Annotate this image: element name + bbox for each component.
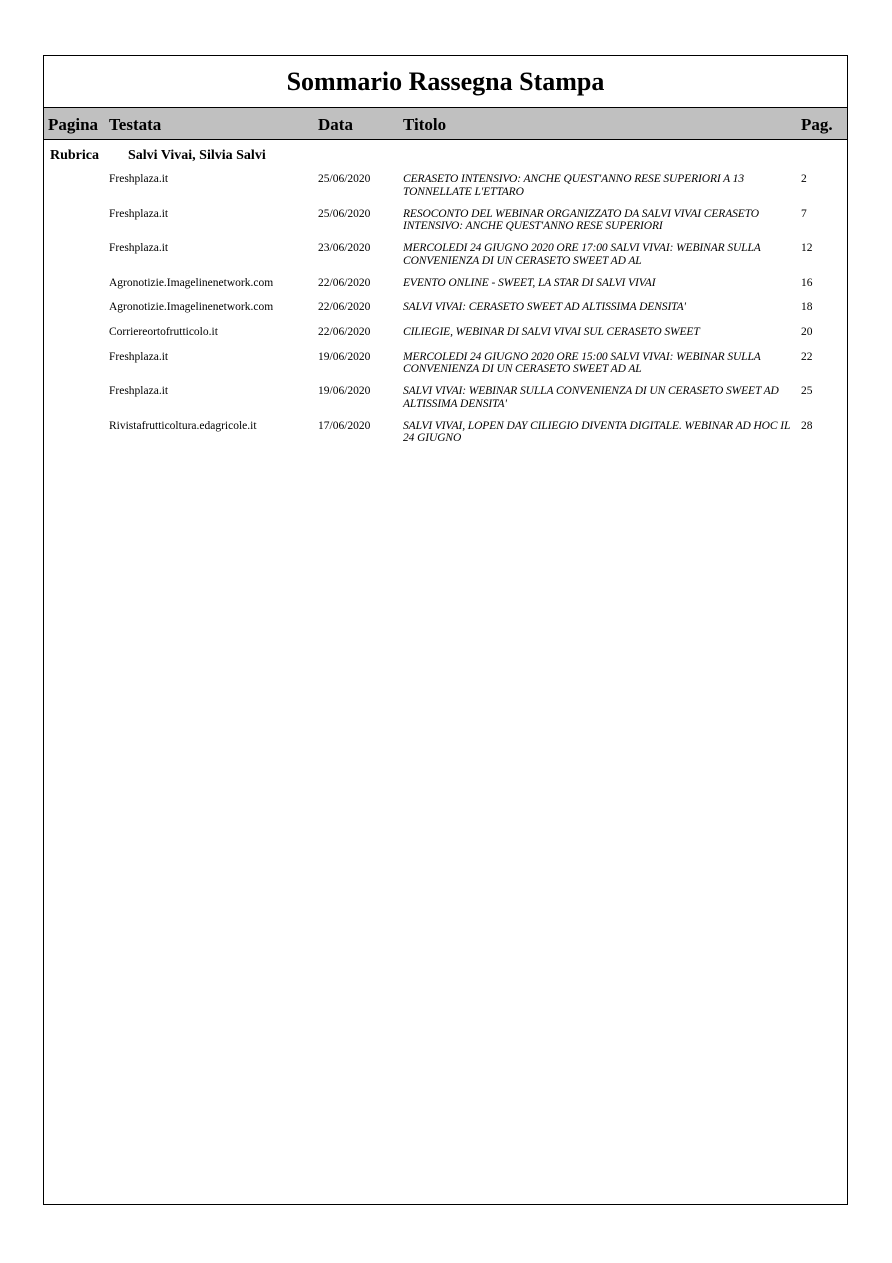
entry-data: 25/06/2020 xyxy=(318,173,371,185)
entry-pag: 25 xyxy=(801,385,813,398)
table-row xyxy=(44,420,847,455)
entry-titolo: CERASETO INTENSIVO: ANCHE QUEST'ANNO RESE SUPERIORI A 13 TONNELLATE L'ETTARO xyxy=(403,173,744,198)
table-header xyxy=(44,108,847,140)
document-title: Sommario Rassegna Stampa xyxy=(44,56,847,108)
entry-pag: 20 xyxy=(801,325,813,338)
entry-testata: Freshplaza.it xyxy=(109,350,169,363)
entry-pag: 18 xyxy=(801,301,813,314)
entry-titolo: SALVI VIVAI, LOPEN DAY CILIEGIO DIVENTA DIGITALE. WEBINAR AD HOC IL 24 GIUGNO xyxy=(403,419,791,445)
entry-testata: Freshplaza.it xyxy=(109,385,169,398)
entry-pag: 12 xyxy=(801,242,813,254)
document-frame xyxy=(43,55,848,1205)
entry-testata: Corriereortofrutticolo.it xyxy=(109,325,218,338)
entry-testata: Rivistafrutticoltura.edagricole.it xyxy=(109,419,257,432)
entry-data: 23/06/2020 xyxy=(318,242,371,254)
rubrica-label: Rubrica xyxy=(50,148,99,163)
entry-titolo: MERCOLEDI 24 GIUGNO 2020 ORE 17:00 SALVI VIVAI: WEBINAR SULLA CONVENIENZA DI UN CERASETO SWEET AD AL xyxy=(403,242,761,267)
entry-testata: Agronotizie.Imagelinenetwork.com xyxy=(109,276,274,289)
entry-titolo: SALVI VIVAI: CERASETO SWEET AD ALTISSIMA DENSITA' xyxy=(403,301,686,314)
entry-pag: 2 xyxy=(801,173,807,185)
table-row xyxy=(44,242,847,277)
table-row xyxy=(44,326,847,351)
entry-titolo: EVENTO ONLINE - SWEET, LA STAR DI SALVI VIVAI xyxy=(403,276,656,289)
table-row xyxy=(44,208,847,243)
entry-data: 19/06/2020 xyxy=(318,385,371,398)
entry-titolo: MERCOLEDI 24 GIUGNO 2020 ORE 15:00 SALVI VIVAI: WEBINAR SULLA CONVENIENZA DI UN CERASETO SWEET AD AL xyxy=(403,350,761,376)
entry-data: 22/06/2020 xyxy=(318,276,371,289)
table-row xyxy=(44,351,847,386)
rubrica-row xyxy=(44,148,847,168)
entry-testata: Freshplaza.it xyxy=(109,207,169,220)
entry-pag: 22 xyxy=(801,350,813,363)
table-row xyxy=(44,385,847,420)
table-row xyxy=(44,173,847,208)
column-header-testata: Testata xyxy=(109,115,162,134)
column-header-pag: Pag. xyxy=(801,115,833,134)
column-header-titolo: Titolo xyxy=(403,115,447,134)
entry-titolo: RESOCONTO DEL WEBINAR ORGANIZZATO DA SALVI VIVAI CERASETO INTENSIVO: ANCHE QUEST'ANNO RESE SUPERIORI xyxy=(403,207,760,232)
column-header-pagina: Pagina xyxy=(48,115,99,134)
entry-pag: 16 xyxy=(801,276,813,289)
entry-data: 17/06/2020 xyxy=(318,419,371,432)
entry-pag: 7 xyxy=(801,207,807,220)
entries-list xyxy=(44,173,847,454)
column-header-data: Data xyxy=(318,115,353,134)
entry-testata: Freshplaza.it xyxy=(109,242,169,254)
entry-testata: Agronotizie.Imagelinenetwork.com xyxy=(109,301,274,314)
table-row xyxy=(44,301,847,326)
entry-testata: Freshplaza.it xyxy=(109,173,169,185)
table-row xyxy=(44,277,847,302)
entry-data: 19/06/2020 xyxy=(318,350,371,363)
entry-data: 22/06/2020 xyxy=(318,325,371,338)
entry-pag: 28 xyxy=(801,419,813,432)
entry-data: 22/06/2020 xyxy=(318,301,371,314)
rubrica-value: Salvi Vivai, Silvia Salvi xyxy=(128,148,266,163)
entry-titolo: SALVI VIVAI: WEBINAR SULLA CONVENIENZA DI UN CERASETO SWEET AD ALTISSIMA DENSITA' xyxy=(403,385,779,410)
entry-titolo: CILIEGIE, WEBINAR DI SALVI VIVAI SUL CERASETO SWEET xyxy=(403,325,700,338)
entry-data: 25/06/2020 xyxy=(318,207,371,220)
